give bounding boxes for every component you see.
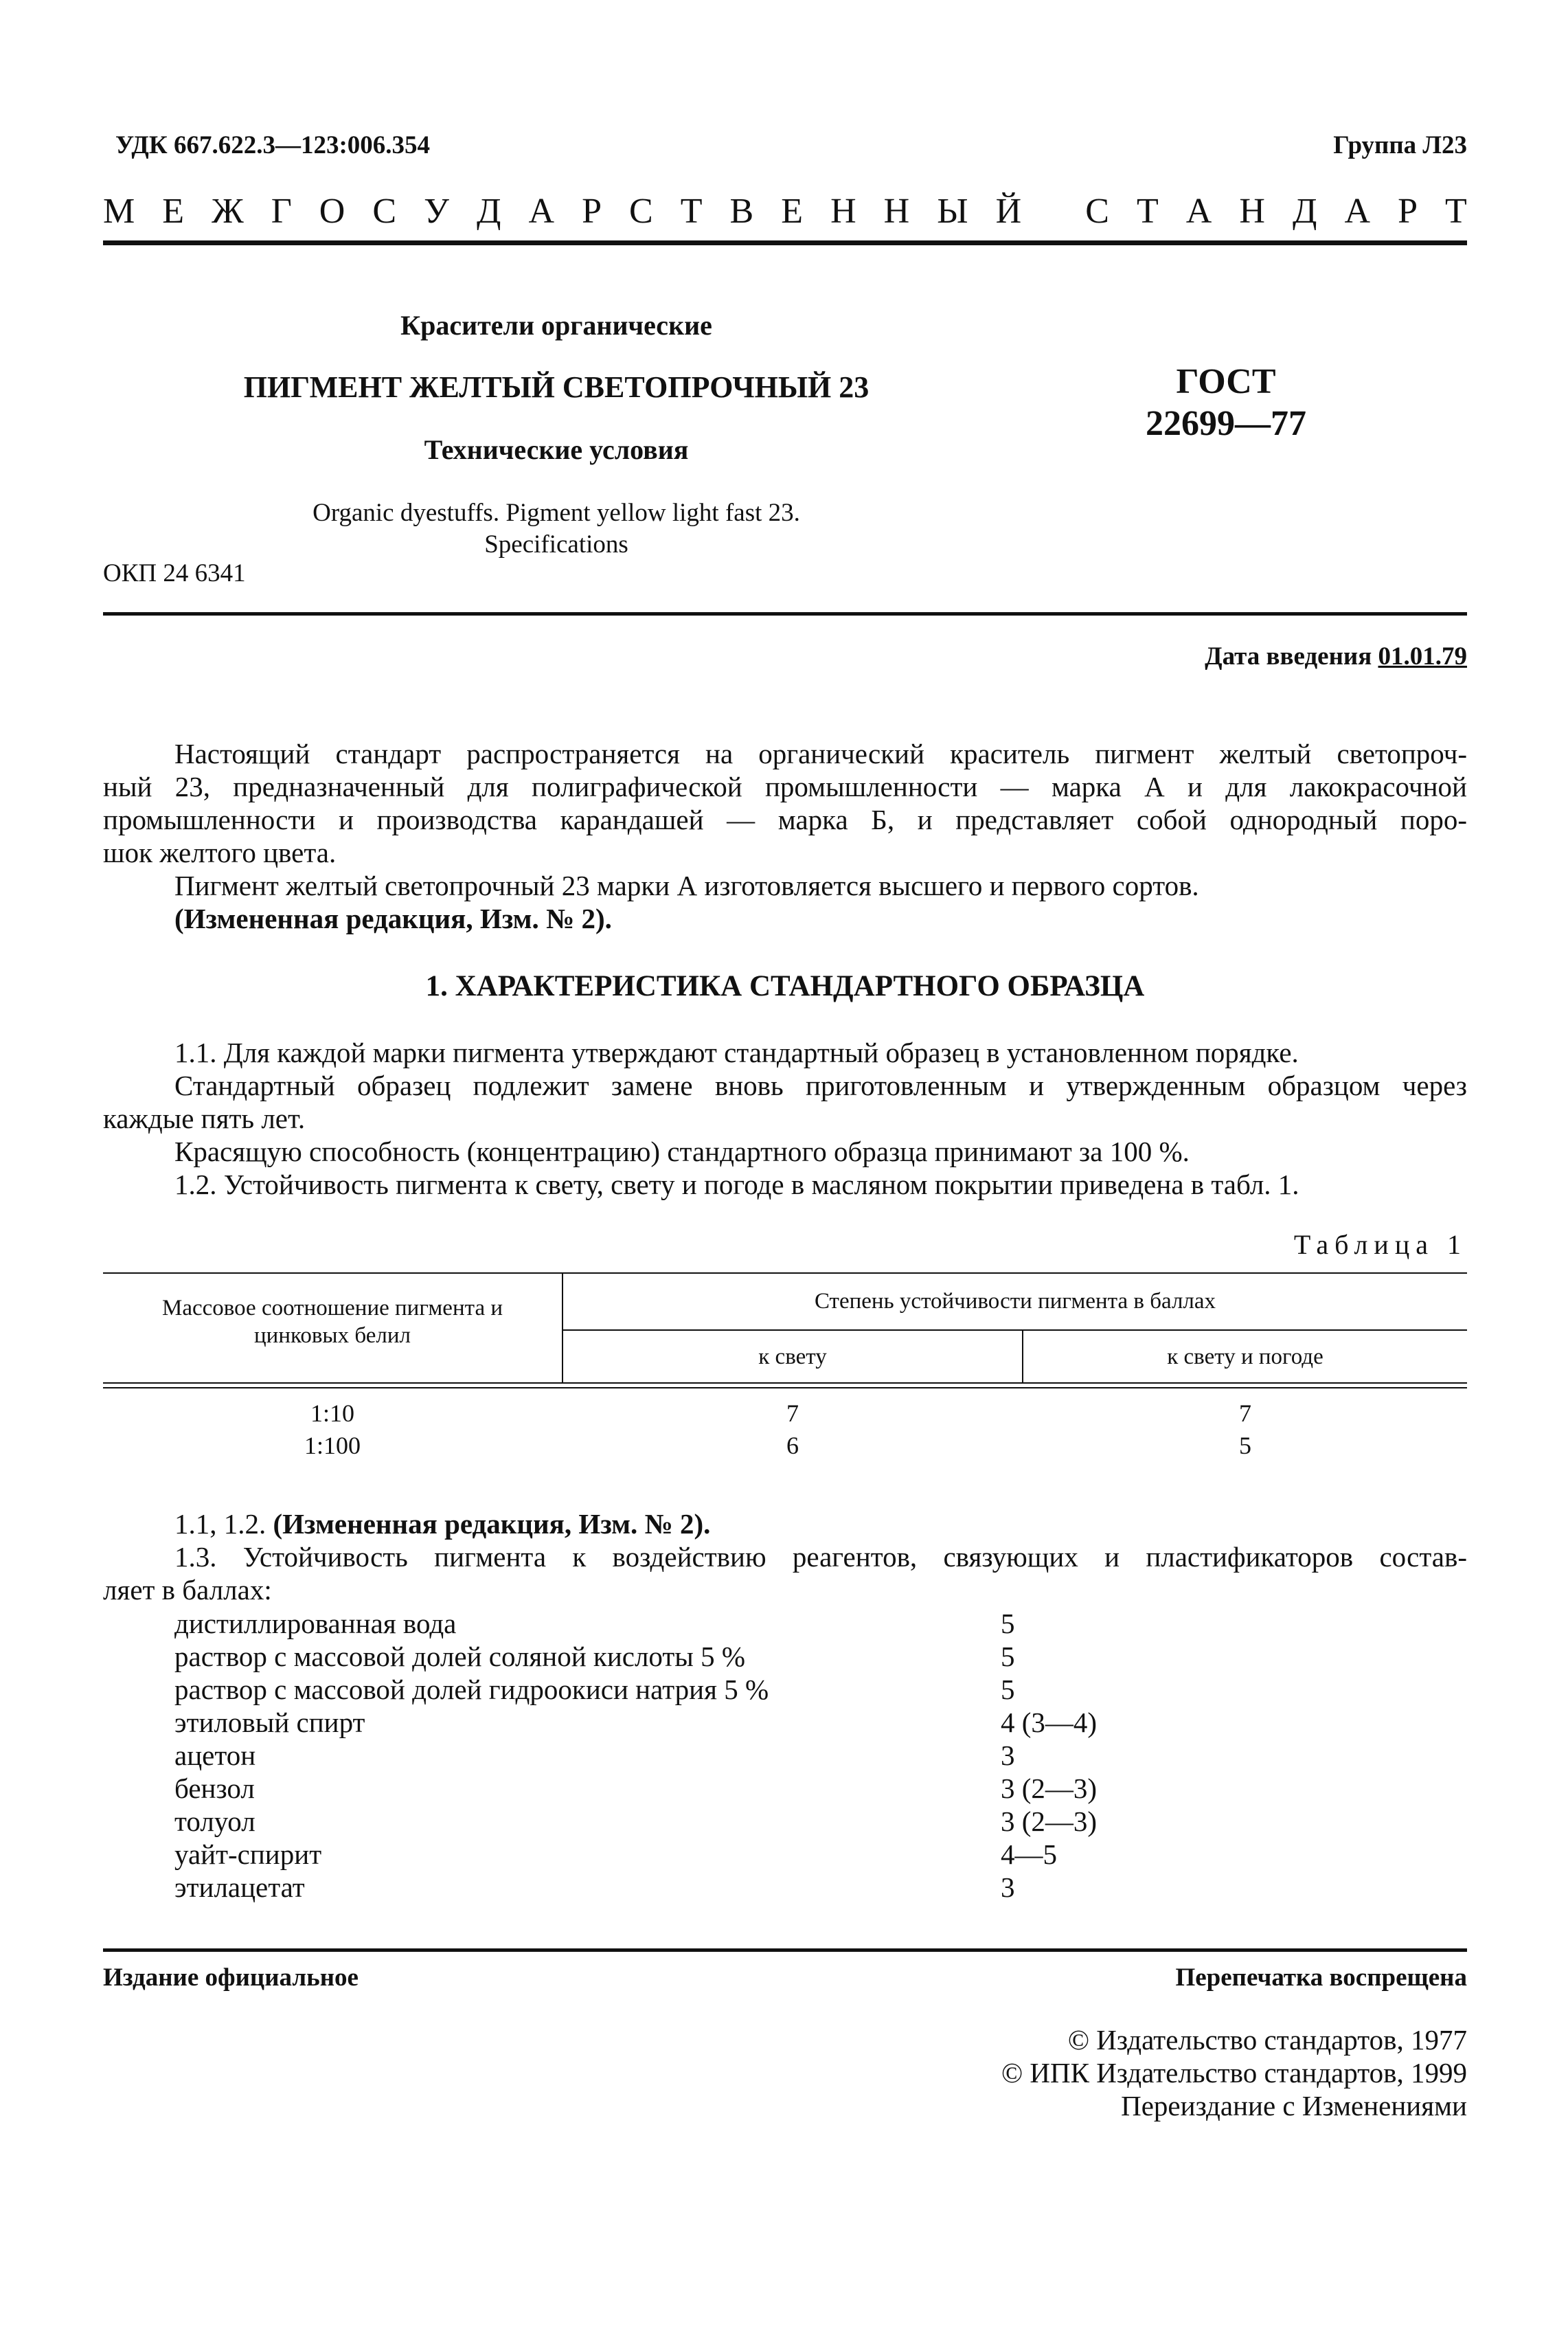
banner-letter: Т (680, 192, 703, 231)
table-cell-ratio: 1:100 (304, 1432, 361, 1459)
document-subtitle: Технические условия (424, 434, 689, 465)
okp-code: ОКП 24 6341 (103, 559, 246, 587)
table-header-light-weather: к свету и погоде (1167, 1345, 1323, 1369)
reagent-name: этилацетат (174, 1871, 305, 1903)
reprint-prohibited: Перепечатка воспрещена (1175, 1964, 1467, 1992)
banner-letter: Е (162, 192, 185, 231)
reagent-score: 5 (1001, 1674, 1015, 1705)
reissue-note: Переиздание с Изменениями (1121, 2090, 1467, 2122)
table-header-ratio (103, 1294, 562, 1349)
clause-1-1-strength: Красящую способность (концентрацию) стандартного образца принимают за 100 %. (174, 1136, 1190, 1167)
intro-date-value: 01.01.79 (1378, 642, 1467, 671)
intro-date (1205, 641, 1467, 673)
banner-letter: Д (476, 192, 501, 231)
table-header-rule-2 (103, 1387, 1467, 1388)
reagent-name: толуол (174, 1805, 255, 1837)
banner-text (103, 191, 1467, 232)
clause-1-2: 1.2. Устойчивость пигмента к свету, свету и погоде в масляном покрытии приведена в табл. 1. (174, 1169, 1299, 1200)
english-title (206, 497, 907, 561)
table-caption: Таблица 1 (1293, 1229, 1467, 1260)
table-header-group: Степень устойчивости пигмента в баллах (814, 1289, 1216, 1314)
reagent-name: этиловый спирт (174, 1707, 365, 1738)
document-title: ПИГМЕНТ ЖЕЛТЫЙ СВЕТОПРОЧНЫЙ 23 (243, 370, 870, 404)
copyright-1999: © ИПК Издательство стандартов, 1999 (1001, 2057, 1467, 2089)
amendment-note-prefix: 1.1, 1.2. (174, 1508, 273, 1540)
table-header-rule-1 (103, 1382, 1467, 1384)
reagent-score: 4 (3—4) (1001, 1707, 1098, 1738)
reagent-score: 5 (1001, 1641, 1015, 1672)
category-title: Красители органические (400, 310, 712, 341)
reagent-score: 3 (1001, 1871, 1015, 1903)
intro-grades: Пигмент желтый светопрочный 23 марки А изготовляется высшего и первого сортов. (174, 870, 1199, 901)
section-1-heading: 1. ХАРАКТЕРИСТИКА СТАНДАРТНОГО ОБРАЗЦА (425, 970, 1145, 1002)
banner-letter: С (629, 192, 653, 231)
reagent-name: дистиллированная вода (174, 1608, 457, 1639)
intro-line-4: шок желтого цвета. (103, 837, 337, 868)
footer-rule (103, 1948, 1467, 1952)
table-top-rule (103, 1272, 1467, 1274)
intro-date-label: Дата введения (1205, 642, 1372, 671)
banner-letter: А (1344, 192, 1371, 231)
banner-letter: У (424, 192, 449, 231)
reagent-name: раствор с массовой долей соляной кислоты 5 % (174, 1641, 745, 1672)
copyright-block (1001, 2023, 1467, 2122)
header-rule (103, 240, 1467, 245)
table-cell-weather: 5 (1239, 1432, 1251, 1459)
reagent-name: уайт-спирит (174, 1838, 322, 1870)
gost-label: ГОСТ (1176, 362, 1276, 401)
banner-letter: Г (271, 192, 292, 231)
table-header-ratio-line1: Массовое соотношение пигмента и (162, 1296, 503, 1320)
clause-1-3-line1: 1.3. Устойчивость пигмента к воздействию реагентов, связующих и пластификаторов состав- (174, 1541, 1467, 1573)
english-title-line2: Specifications (484, 530, 628, 559)
intro-line-3: промышленности и производства карандашей — марка Б, и представляет собой однородный поро- (103, 804, 1467, 835)
banner-letter: А (528, 192, 555, 231)
intro-amendment: (Измененная редакция, Изм. № 2). (174, 903, 612, 934)
reagent-name: бензол (174, 1773, 255, 1804)
banner-letter: Р (1398, 192, 1418, 231)
gost-number: 22699—77 (1146, 404, 1306, 443)
banner-letter: Н (883, 192, 910, 231)
banner-letter: Д (1292, 192, 1317, 231)
reagent-name: раствор с массовой долей гидроокиси натрия 5 % (174, 1674, 769, 1705)
table-cell-ratio: 1:10 (310, 1399, 354, 1427)
banner-letter: М (103, 192, 135, 231)
reagent-score: 5 (1001, 1608, 1015, 1639)
udk-code: УДК 667.622.3—123:006.354 (115, 131, 431, 159)
banner-letter: Р (582, 192, 602, 231)
english-title-line1: Organic dyestuffs. Pigment yellow light fast 23. (313, 499, 800, 527)
clause-1-1: 1.1. Для каждой марки пигмента утверждают стандартный образец в установленном порядке. (174, 1037, 1299, 1068)
banner-letter: Т (1136, 192, 1159, 231)
reagent-score: 3 (2—3) (1001, 1805, 1098, 1837)
intro-line-1: Настоящий стандарт распространяется на органический краситель пигмент желтый светопроч- (174, 738, 1467, 769)
banner-letter (1049, 191, 1058, 232)
standard-banner (103, 191, 1467, 232)
banner-letter: В (729, 192, 754, 231)
table-cell-light: 6 (786, 1432, 799, 1459)
banner-letter: Е (781, 192, 804, 231)
table-cell-light: 7 (786, 1399, 799, 1427)
intro-line-2: ный 23, предназначенный для полиграфической промышленности — марка А и для лакокрасочной (103, 771, 1467, 802)
banner-letter: Й (995, 192, 1022, 231)
banner-letter: С (1085, 192, 1109, 231)
clause-1-3-line2: ляет в баллах: (103, 1574, 272, 1606)
table-group-rule (562, 1329, 1467, 1331)
title-rule (103, 612, 1467, 616)
copyright-1977: © Издательство стандартов, 1977 (1067, 2024, 1467, 2056)
group-code: Группа Л23 (1333, 131, 1467, 159)
reagent-score: 4—5 (1001, 1838, 1057, 1870)
banner-letter: Т (1445, 192, 1467, 231)
banner-letter: Ы (937, 192, 968, 231)
official-edition: Издание официальное (103, 1964, 359, 1992)
banner-letter: Ж (212, 192, 244, 231)
reagent-score: 3 (2—3) (1001, 1773, 1098, 1804)
clause-1-1-replacement-line2: каждые пять лет. (103, 1103, 306, 1134)
table-header-ratio-line2: цинковых белил (254, 1323, 411, 1348)
banner-letter: С (372, 192, 397, 231)
clause-1-1-replacement-line1: Стандартный образец подлежит замене вновь приготовленным и утвержденным образцом через (174, 1070, 1467, 1101)
banner-letter: Н (1239, 192, 1265, 231)
banner-letter: А (1185, 192, 1212, 231)
table-cell-weather: 7 (1239, 1399, 1251, 1427)
reagent-name: ацетон (174, 1740, 256, 1771)
banner-letter: О (319, 192, 345, 231)
reagent-score: 3 (1001, 1740, 1015, 1771)
table-header-light: к свету (758, 1345, 827, 1369)
banner-letter: Н (830, 192, 856, 231)
amendment-note-1-1-1-2 (103, 1507, 1467, 1540)
amendment-note-text: (Измененная редакция, Изм. № 2). (273, 1508, 711, 1540)
